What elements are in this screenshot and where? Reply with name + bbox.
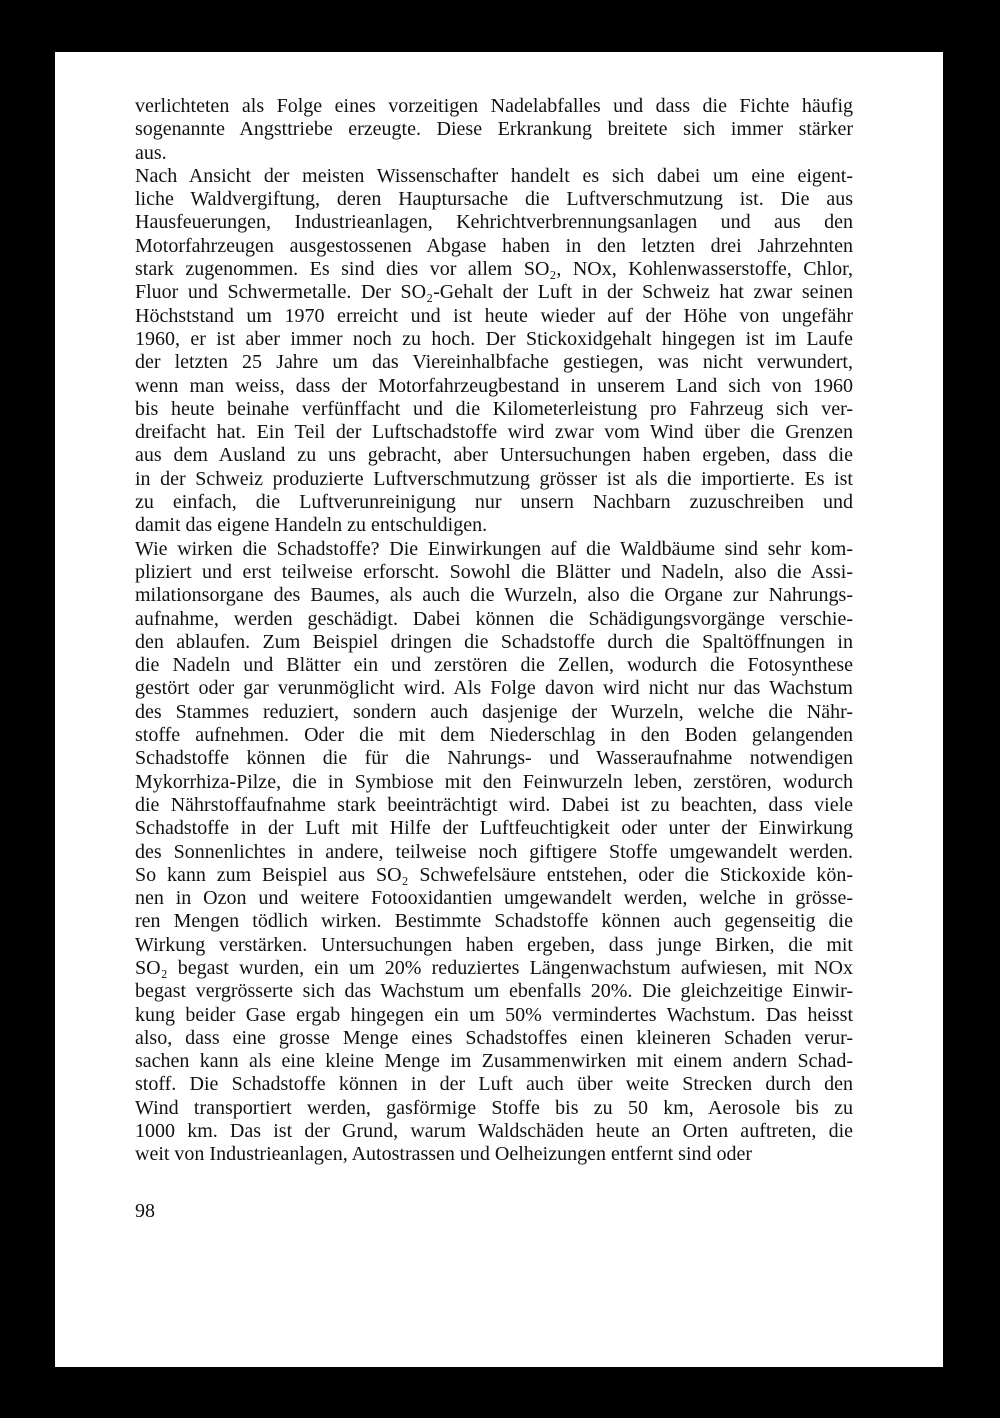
text-line: Wie wirken die Schadstoffe? Die Einwirkungen auf die Waldbäume sind sehr kom- xyxy=(135,537,853,560)
text-line: SO₂ begast wurden, ein um 20% reduziertes Längenwachstum aufwiesen, mit NOx xyxy=(135,956,853,979)
text-line: nen in Ozon und weitere Fotooxidantien umgewandelt werden, welche in grösse- xyxy=(135,887,853,910)
text-line: 1960, er ist aber immer noch zu hoch. Der Stickoxidgehalt hingegen ist im Laufe xyxy=(135,327,853,350)
text-line: zu einfach, die Luftverunreinigung nur unsern Nachbarn zuzuschreiben und xyxy=(135,491,853,514)
text-line: Wind transportiert werden, gasförmige Stoffe bis zu 50 km, Aerosole bis zu xyxy=(135,1096,853,1119)
text-line: Nach Ansicht der meisten Wissenschafter handelt es sich dabei um eine eigent- xyxy=(135,164,853,187)
text-line: also, dass eine grosse Menge eines Schadstoffes einen kleineren Schaden verur- xyxy=(135,1026,853,1049)
text-line: Schadstoffe in der Luft mit Hilfe der Luftfeuchtigkeit oder unter der Einwirkung xyxy=(135,817,853,840)
paragraph xyxy=(135,538,853,1167)
text-line: Motorfahrzeugen ausgestossenen Abgase haben in den letzten drei Jahrzehnten xyxy=(135,234,853,257)
page-number: 98 xyxy=(135,1200,155,1222)
text-line: stoffe aufnehmen. Oder die mit dem Niederschlag in den Boden gelangenden xyxy=(135,724,853,747)
text-line: stark zugenommen. Es sind dies vor allem SO₂, NOx, Kohlenwasserstoffe, Chlor, xyxy=(135,258,853,281)
text-line: So kann zum Beispiel aus SO₂ Schwefelsäure entstehen, oder die Stickoxide kön- xyxy=(135,863,853,886)
text-line: dreifacht hat. Ein Teil der Luftschadstoffe wird zwar vom Wind über die Grenzen xyxy=(135,421,853,444)
text-line: pliziert und erst teilweise erforscht. Sowohl die Blätter und Nadeln, also die Assi- xyxy=(135,560,853,583)
text-line: der letzten 25 Jahre um das Viereinhalbfache gestiegen, was nicht verwundert, xyxy=(135,351,853,374)
text-line: begast vergrösserte sich das Wachstum um ebenfalls 20%. Die gleichzeitige Einwir- xyxy=(135,980,853,1003)
text-line: liche Waldvergiftung, deren Hauptursache die Luftverschmutzung ist. Die aus xyxy=(135,188,853,211)
text-line: aus dem Ausland zu uns gebracht, aber Untersuchungen haben ergeben, dass die xyxy=(135,444,853,467)
text-line: aufnahme, werden geschädigt. Dabei können die Schädigungsvorgänge verschie- xyxy=(135,607,853,630)
text-line: verlichteten als Folge eines vorzeitigen Nadelabfalles und dass die Fichte häufig xyxy=(135,95,853,117)
text-line: bis heute beinahe verfünffacht und die Kilometerleistung pro Fahrzeug sich ver- xyxy=(135,397,853,420)
text-line: milationsorgane des Baumes, als auch die Wurzeln, also die Organe zur Nahrungs- xyxy=(135,584,853,607)
text-line: Hausfeuerungen, Industrieanlagen, Kehrichtverbrennungsanlagen und aus den xyxy=(135,211,853,234)
paragraph xyxy=(135,95,853,165)
text-line: des Stammes reduziert, sondern auch dasjenige der Wurzeln, welche die Nähr- xyxy=(135,700,853,723)
text-line: stoff. Die Schadstoffe können in der Luft auch über weite Strecken durch den xyxy=(135,1073,853,1096)
body-text xyxy=(135,95,853,1167)
text-line: Schadstoffe können die für die Nahrungs- und Wasseraufnahme notwendigen xyxy=(135,747,853,770)
text-line: 1000 km. Das ist der Grund, warum Waldschäden heute an Orten auftreten, die xyxy=(135,1120,853,1143)
text-line: gestört oder gar verunmöglicht wird. Als Folge davon wird nicht nur das Wachstum xyxy=(135,677,853,700)
text-line: ren Mengen tödlich wirken. Bestimmte Schadstoffe können auch gegenseitig die xyxy=(135,910,853,933)
text-line: Wirkung verstärken. Untersuchungen haben ergeben, dass junge Birken, die mit xyxy=(135,933,853,956)
text-line: weit von Industrieanlagen, Autostrassen und Oelheizungen entfernt sind oder xyxy=(135,1143,753,1166)
text-line: kung beider Gase ergab hingegen ein um 50% vermindertes Wachstum. Das heisst xyxy=(135,1003,853,1026)
text-line: Fluor und Schwermetalle. Der SO₂-Gehalt der Luft in der Schweiz hat zwar seinen xyxy=(135,281,853,304)
text-line: die Nadeln und Blätter ein und zerstören die Zellen, wodurch die Fotosynthese xyxy=(135,654,853,677)
text-line: in der Schweiz produzierte Luftverschmutzung grösser ist als die importierte. Es ist xyxy=(135,467,853,490)
paragraph xyxy=(135,165,853,538)
text-line: des Sonnenlichtes in andere, teilweise noch giftigere Stoffe umgewandelt werden. xyxy=(135,840,853,863)
text-line: Mykorrhiza-Pilze, die in Symbiose mit den Feinwurzeln leben, zerstören, wodurch xyxy=(135,770,853,793)
text-line: wenn man weiss, dass der Motorfahrzeugbestand in unserem Land sich von 1960 xyxy=(135,374,853,397)
text-line: die Nährstoffaufnahme stark beeinträchtigt wird. Dabei ist zu beachten, dass viele xyxy=(135,793,853,816)
text-line: den ablaufen. Zum Beispiel dringen die Schadstoffe durch die Spaltöffnungen in xyxy=(135,630,853,653)
text-line: Höchststand um 1970 erreicht und ist heute wieder auf der Höhe von ungefähr xyxy=(135,304,853,327)
text-line: aus. xyxy=(135,141,167,164)
text-line: damit das eigene Handeln zu entschuldigen. xyxy=(135,514,488,537)
text-line: sachen kann als eine kleine Menge im Zusammenwirken mit einem andern Schad- xyxy=(135,1050,853,1073)
text-line: sogenannte Angsttriebe erzeugte. Diese Erkrankung breitete sich immer stärker xyxy=(135,118,853,141)
